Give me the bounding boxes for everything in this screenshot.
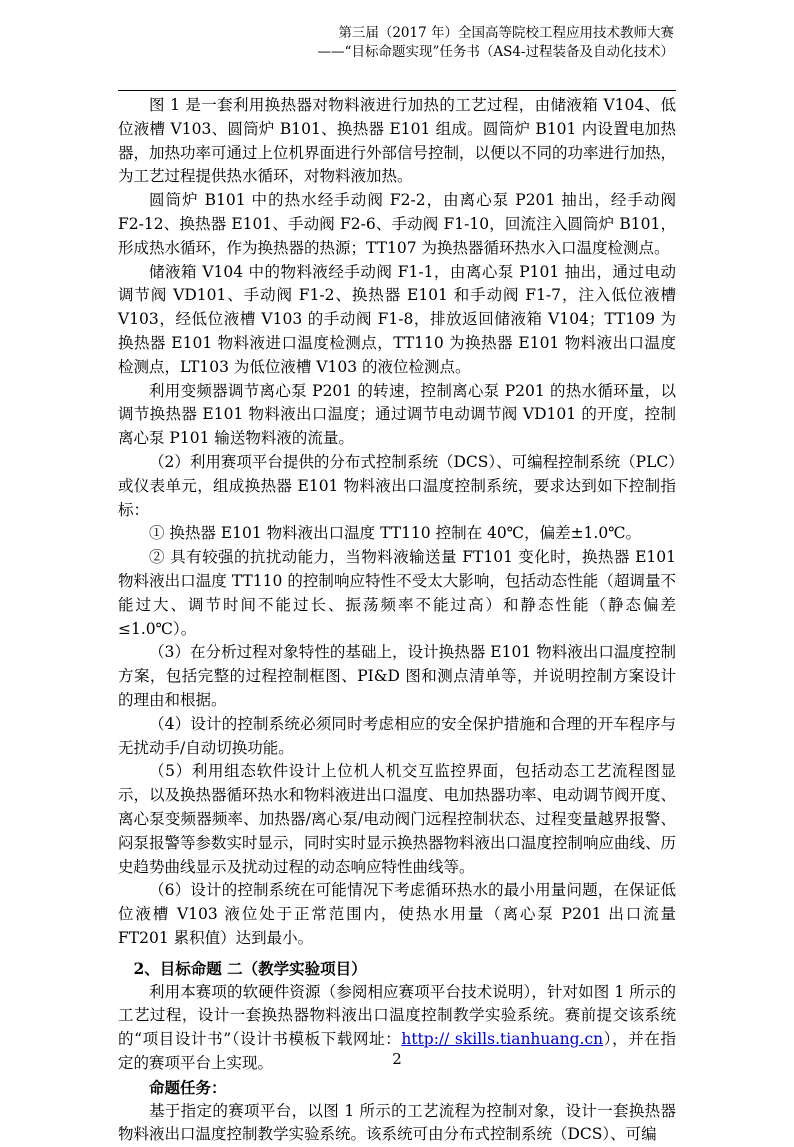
section2-intro-text: 利用本赛项的软硬件资源（参阅相应赛项平台技术说明），针对如图 1 所示的工艺过程，设计一套换热器物料液出口温度控制教学实验系统。赛前提交该系统的“项目设计书”（设计书模板下载网址： [118, 982, 676, 1049]
header-line-1: 第三届（2017 年）全国高等院校工程应用技术教师大赛 [338, 25, 674, 41]
page-header [318, 24, 674, 62]
paragraph-material-loop: 储液箱 V104 中的物料液经手动阀 F1-1，由离心泵 P101 抽出，通过电动调节阀 VD101、手动阀 F1-2、换热器 E101 和手动阀 F1-7，注入低位液槽 V103，经低位液槽 V103 的手动阀 F1-8，排放返回储液箱 V104；TT109 为换热器 E101 物料液进口温度检测点，TT110 为换热器 E101 物料液出口温度检测点，LT103 为低位液槽 V103 的液位检测点。 [118, 262, 676, 376]
paragraph-requirement-6: （6）设计的控制系统在可能情况下考虑循环热水的最小用量问题，在保证低位液槽 V103 液位处于正常范围内，使热水用量（离心泵 P201 出口流量 FT201 累积值）达到最小。 [118, 881, 676, 947]
section2-intro-tail: ），并在指定的赛项平台上实现。 [118, 1030, 676, 1073]
paragraph-indicator-2: ② 具有较强的抗扰动能力，当物料液输送量 FT101 变化时，换热器 E101 物料液出口温度 TT110 的控制响应特性不受太大影响，包括动态性能（超调量不能过大、调节时间不能过长、振荡频率不能过高）和静态性能（静态偏差≤1.0℃）。 [118, 548, 676, 638]
paragraph-process-intro: 图 1 是一套利用换热器对物料液进行加热的工艺过程，由储液箱 V104、低位液槽 V103、圆筒炉 B101、换热器 E101 组成。圆筒炉 B101 内设置电加热器，加热功率可通过上位机界面进行外部信号控制，以便以不同的功率进行加热，为工艺过程提供热水循环，对物料液加热。 [118, 96, 677, 186]
paragraph-task-description: 基于指定的赛项平台，以图 1 所示的工艺流程为控制对象，设计一套换热器物料液出口温度控制教学实验系统。该系统可由分布式控制系统（DCS）、可编 [118, 1101, 676, 1144]
paragraph-control-method: 利用变频器调节离心泵 P201 的转速，控制离心泵 P201 的热水循环量，以调节换热器 E101 物料液出口温度；通过调节电动调节阀 VD101 的开度，控制离心泵 P101 输送物料液的流量。 [118, 381, 676, 448]
section-heading: 2、目标命题 二（教学实验项目） [133, 958, 367, 978]
page-number: 2 [392, 1050, 402, 1068]
paragraph-hot-water-loop: 圆筒炉 B101 中的热水经手动阀 F2-2，由离心泵 P201 抽出，经手动阀 F2-12、换热器 E101、手动阀 F2-6、手动阀 F1-10，回流注入圆筒炉 B101，形成热水循环，作为换热器的热源；TT107 为换热器循环热水入口温度检测点。 [118, 191, 676, 257]
paragraph-requirement-2: （2）利用赛项平台提供的分布式控制系统（DCS）、可编程控制系统（PLC）或仪表单元，组成换热器 E101 物料液出口温度控制系统，要求达到如下控制指标： [118, 452, 676, 519]
paragraph-requirement-4: （4）设计的控制系统必须同时考虑相应的安全保护措施和合理的开车程序与无扰动手/自动切换功能。 [118, 714, 676, 757]
paragraph-requirement-5: （5）利用组态软件设计上位机人机交互监控界面，包括动态工艺流程图显示，以及换热器循环热水和物料液进出口温度、电加热器功率、电动调节阀开度、离心泵变频器频率、加热器/离心泵/电动阀门远程控制状态、过程变量越界报警、闷泵报警等参数实时显示，同时实时显示换热器物料液出口温度控制响应曲线、历史趋势曲线显示及扰动过程的动态响应特性曲线等。 [118, 762, 677, 876]
paragraph-indicator-1: ① 换热器 E101 物料液出口温度 TT110 控制在 40℃，偏差±1.0℃。 [149, 524, 642, 543]
header-divider [118, 90, 676, 91]
document-body [118, 94, 676, 1147]
download-link[interactable]: http:// skills.tianhuang.cn [401, 1030, 604, 1049]
task-label: 命题任务： [149, 1077, 227, 1097]
header-line-2: ——“目标命题实现”任务书（AS4-过程装备及自动化技术） [317, 44, 674, 60]
paragraph-requirement-3: （3）在分析过程对象特性的基础上，设计换热器 E101 物料液出口温度控制方案，包括完整的过程控制框图、PI&D 图和测点清单等，并说明控制方案设计的理由和根据。 [118, 643, 676, 709]
